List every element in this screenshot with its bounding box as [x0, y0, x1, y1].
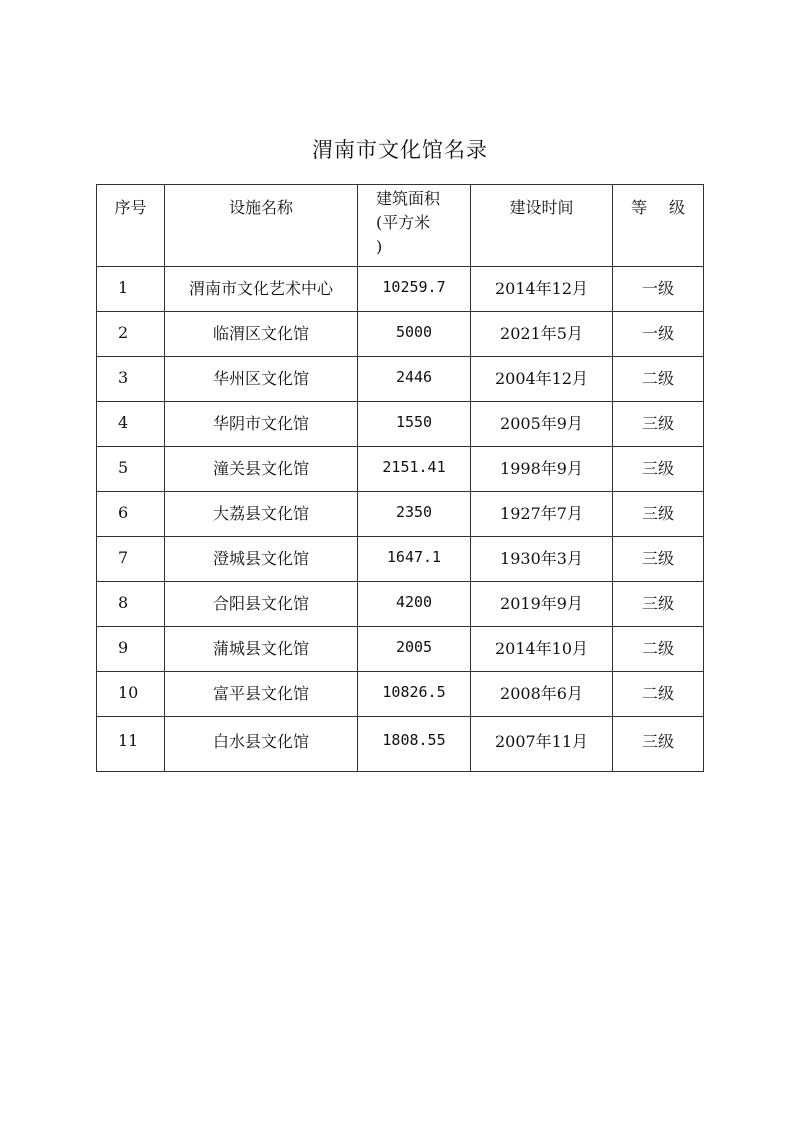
cell-build-time: 2008年6月 — [471, 672, 613, 717]
table-row — [97, 492, 704, 537]
cell-index: 8 — [97, 582, 165, 627]
cell-building-area: 2446 — [358, 357, 471, 402]
table-row — [97, 537, 704, 582]
cell-build-time: 2014年10月 — [471, 627, 613, 672]
table-row — [97, 672, 704, 717]
cell-index: 10 — [97, 672, 165, 717]
cell-facility-name: 华阴市文化馆 — [165, 402, 358, 447]
cell-build-time: 2019年9月 — [471, 582, 613, 627]
cell-grade: 三级 — [613, 582, 704, 627]
cell-index: 11 — [97, 717, 165, 772]
header-time: 建设时间 — [471, 185, 613, 267]
cell-build-time: 2004年12月 — [471, 357, 613, 402]
header-grade-part1: 等 — [630, 198, 647, 217]
cell-facility-name: 渭南市文化艺术中心 — [165, 267, 358, 312]
cell-facility-name: 潼关县文化馆 — [165, 447, 358, 492]
cell-grade: 二级 — [613, 357, 704, 402]
cell-building-area: 10259.7 — [358, 267, 471, 312]
cell-grade: 三级 — [613, 402, 704, 447]
cell-grade: 二级 — [613, 627, 704, 672]
header-area-line3: ) — [376, 237, 383, 256]
cell-grade: 一级 — [613, 312, 704, 357]
cell-facility-name: 富平县文化馆 — [165, 672, 358, 717]
cell-building-area: 1647.1 — [358, 537, 471, 582]
table-row — [97, 357, 704, 402]
table-header — [97, 185, 704, 267]
cell-building-area: 2350 — [358, 492, 471, 537]
cell-grade: 一级 — [613, 267, 704, 312]
cell-grade: 三级 — [613, 537, 704, 582]
cell-building-area: 10826.5 — [358, 672, 471, 717]
cell-index: 2 — [97, 312, 165, 357]
cell-build-time: 2005年9月 — [471, 402, 613, 447]
table-row — [97, 717, 704, 772]
cell-facility-name: 合阳县文化馆 — [165, 582, 358, 627]
cell-build-time: 2007年11月 — [471, 717, 613, 772]
cell-build-time: 2021年5月 — [471, 312, 613, 357]
cell-building-area: 5000 — [358, 312, 471, 357]
header-area-line2: (平方米 — [376, 213, 431, 232]
cell-index: 9 — [97, 627, 165, 672]
header-index: 序号 — [97, 185, 165, 267]
header-grade-part2: 级 — [669, 198, 686, 217]
header-name: 设施名称 — [165, 185, 358, 267]
header-area — [358, 185, 471, 267]
header-area-line1: 建筑面积 — [376, 189, 441, 208]
cell-grade: 三级 — [613, 447, 704, 492]
header-grade — [613, 185, 704, 267]
cell-index: 6 — [97, 492, 165, 537]
table-row — [97, 267, 704, 312]
cell-facility-name: 蒲城县文化馆 — [165, 627, 358, 672]
cell-building-area: 2005 — [358, 627, 471, 672]
cell-building-area: 1550 — [358, 402, 471, 447]
cell-facility-name: 澄城县文化馆 — [165, 537, 358, 582]
cell-facility-name: 白水县文化馆 — [165, 717, 358, 772]
cell-index: 5 — [97, 447, 165, 492]
culture-center-table — [96, 184, 704, 772]
cell-grade: 三级 — [613, 492, 704, 537]
cell-grade: 三级 — [613, 717, 704, 772]
cell-build-time: 2014年12月 — [471, 267, 613, 312]
cell-building-area: 1808.55 — [358, 717, 471, 772]
table-row — [97, 312, 704, 357]
header-row — [97, 185, 704, 267]
table-row — [97, 582, 704, 627]
cell-build-time: 1930年3月 — [471, 537, 613, 582]
cell-build-time: 1998年9月 — [471, 447, 613, 492]
cell-facility-name: 临渭区文化馆 — [165, 312, 358, 357]
cell-building-area: 2151.41 — [358, 447, 471, 492]
page-title: 渭南市文化馆名录 — [312, 138, 488, 162]
cell-building-area: 4200 — [358, 582, 471, 627]
cell-facility-name: 华州区文化馆 — [165, 357, 358, 402]
cell-index: 1 — [97, 267, 165, 312]
cell-index: 3 — [97, 357, 165, 402]
cell-grade: 二级 — [613, 672, 704, 717]
cell-index: 4 — [97, 402, 165, 447]
table-row — [97, 627, 704, 672]
table-row — [97, 402, 704, 447]
cell-build-time: 1927年7月 — [471, 492, 613, 537]
cell-facility-name: 大荔县文化馆 — [165, 492, 358, 537]
table-body — [97, 267, 704, 772]
cell-index: 7 — [97, 537, 165, 582]
table-row — [97, 447, 704, 492]
